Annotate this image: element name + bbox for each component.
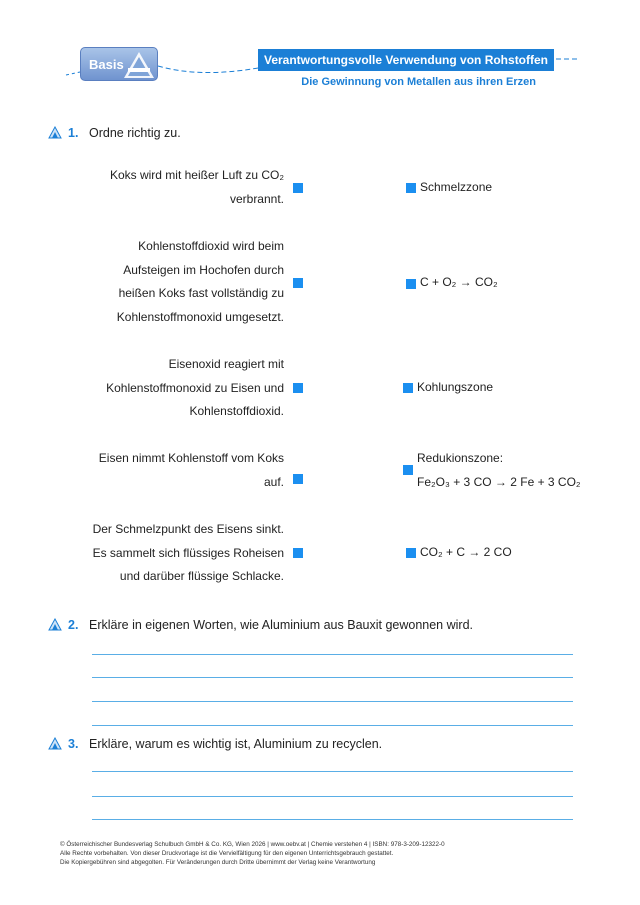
match-right-line: Redukionszone: [417,451,504,465]
match-right-line: Schmelzzone [420,180,493,194]
level-triangle-icon [48,737,62,750]
match-right-3-anchor[interactable] [403,383,413,393]
match-left-line: heißen Koks fast vollständig zu [118,286,284,300]
level-badge [80,47,158,81]
match-left-3-anchor[interactable] [293,383,303,393]
match-right-3 [417,376,493,400]
match-right-line: C + O₂ → CO₂ [420,275,498,289]
match-right-1-anchor[interactable] [406,183,416,193]
answer-line[interactable] [92,654,573,655]
match-right-5-anchor[interactable] [406,548,416,558]
task-2-heading [48,616,608,634]
level-triangle-icon [48,618,62,631]
match-left-line: Eisen nimmt Kohlenstoff vom Koks [98,451,284,465]
match-left-line: auf. [263,474,284,489]
match-left-line: Kohlenstoffmonoxid zu Eisen und [106,380,284,395]
match-left-line: Eisenoxid reagiert mit [168,357,284,371]
match-left-1 [84,164,284,211]
match-left-2 [84,235,284,329]
level-badge-label: Basis [89,57,124,72]
match-right-5 [420,541,512,565]
match-left-line: verbrannt. [229,191,284,206]
match-right-2-anchor[interactable] [406,279,416,289]
match-left-line: und darüber flüssige Schlacke. [119,569,284,583]
match-left-line: Kohlenstoffdioxid wird beim [138,239,284,253]
match-left-line: Aufsteigen im Hochofen durch [123,262,284,277]
worksheet-title: Verantwortungsvolle Verwendung von Rohstoffen [258,49,554,71]
match-left-1-anchor[interactable] [293,183,303,193]
match-left-line: Es sammelt sich flüssiges Roheisen [92,545,284,560]
match-left-3 [84,353,284,424]
match-left-5-anchor[interactable] [293,548,303,558]
match-right-line: Fe₂O₃ + 3 CO → 2 Fe + 3 CO₂ [417,474,581,489]
answer-line[interactable] [92,677,573,678]
pyramid-icon [123,51,155,79]
task-number: 2. [68,618,79,632]
match-left-4 [84,447,284,494]
task-number: 1. [68,126,79,140]
match-left-2-anchor[interactable] [293,278,303,288]
footer-line: Alle Rechte vorbehalten. Von dieser Druckvorlage ist die Vervielfältigung für den eigenen Unterrichtsgebrauch gestattet. [60,850,394,857]
match-right-line: Kohlungszone [417,380,494,394]
answer-line[interactable] [92,725,573,726]
answer-line[interactable] [92,771,573,772]
match-right-line: CO₂ + C → 2 CO [420,545,512,559]
task-text: Ordne richtig zu. [89,126,181,140]
task-3-heading [48,735,608,753]
match-left-4-anchor[interactable] [293,474,303,484]
task-text: Erkläre in eigenen Worten, wie Aluminium aus Bauxit gewonnen wird. [89,618,473,632]
match-right-1 [420,176,492,200]
match-right-4-anchor[interactable] [403,465,413,475]
answer-line[interactable] [92,796,573,797]
match-left-line: Kohlenstoffdioxid. [189,404,284,418]
task-text: Erkläre, warum es wichtig ist, Aluminium zu recyclen. [89,737,383,751]
task-1-heading [48,124,608,142]
match-right-2 [420,271,498,295]
match-left-line: Koks wird mit heißer Luft zu CO₂ [109,168,284,182]
copyright-footer [60,840,445,867]
match-right-4 [417,447,581,494]
match-left-5 [84,518,284,589]
footer-line: Die Kopiergebühren sind abgegolten. Für Veränderungen durch Dritte übernimmt der Verlag keine Verantwortung [60,859,376,866]
match-left-line: Kohlenstoffmonoxid umgesetzt. [116,309,284,324]
footer-line: © Österreichischer Bundesverlag Schulbuch GmbH & Co. KG, Wien 2026 | www.oebv.at | Chemie verstehen 4 | ISBN: 978-3-209-12322-0 [60,841,445,848]
match-left-line: Der Schmelzpunkt des Eisens sinkt. [92,522,284,536]
level-triangle-icon [48,126,62,139]
answer-line[interactable] [92,819,573,820]
worksheet-subtitle: Die Gewinnung von Metallen aus ihren Erzen [301,76,536,88]
task-number: 3. [68,737,79,751]
answer-line[interactable] [92,701,573,702]
